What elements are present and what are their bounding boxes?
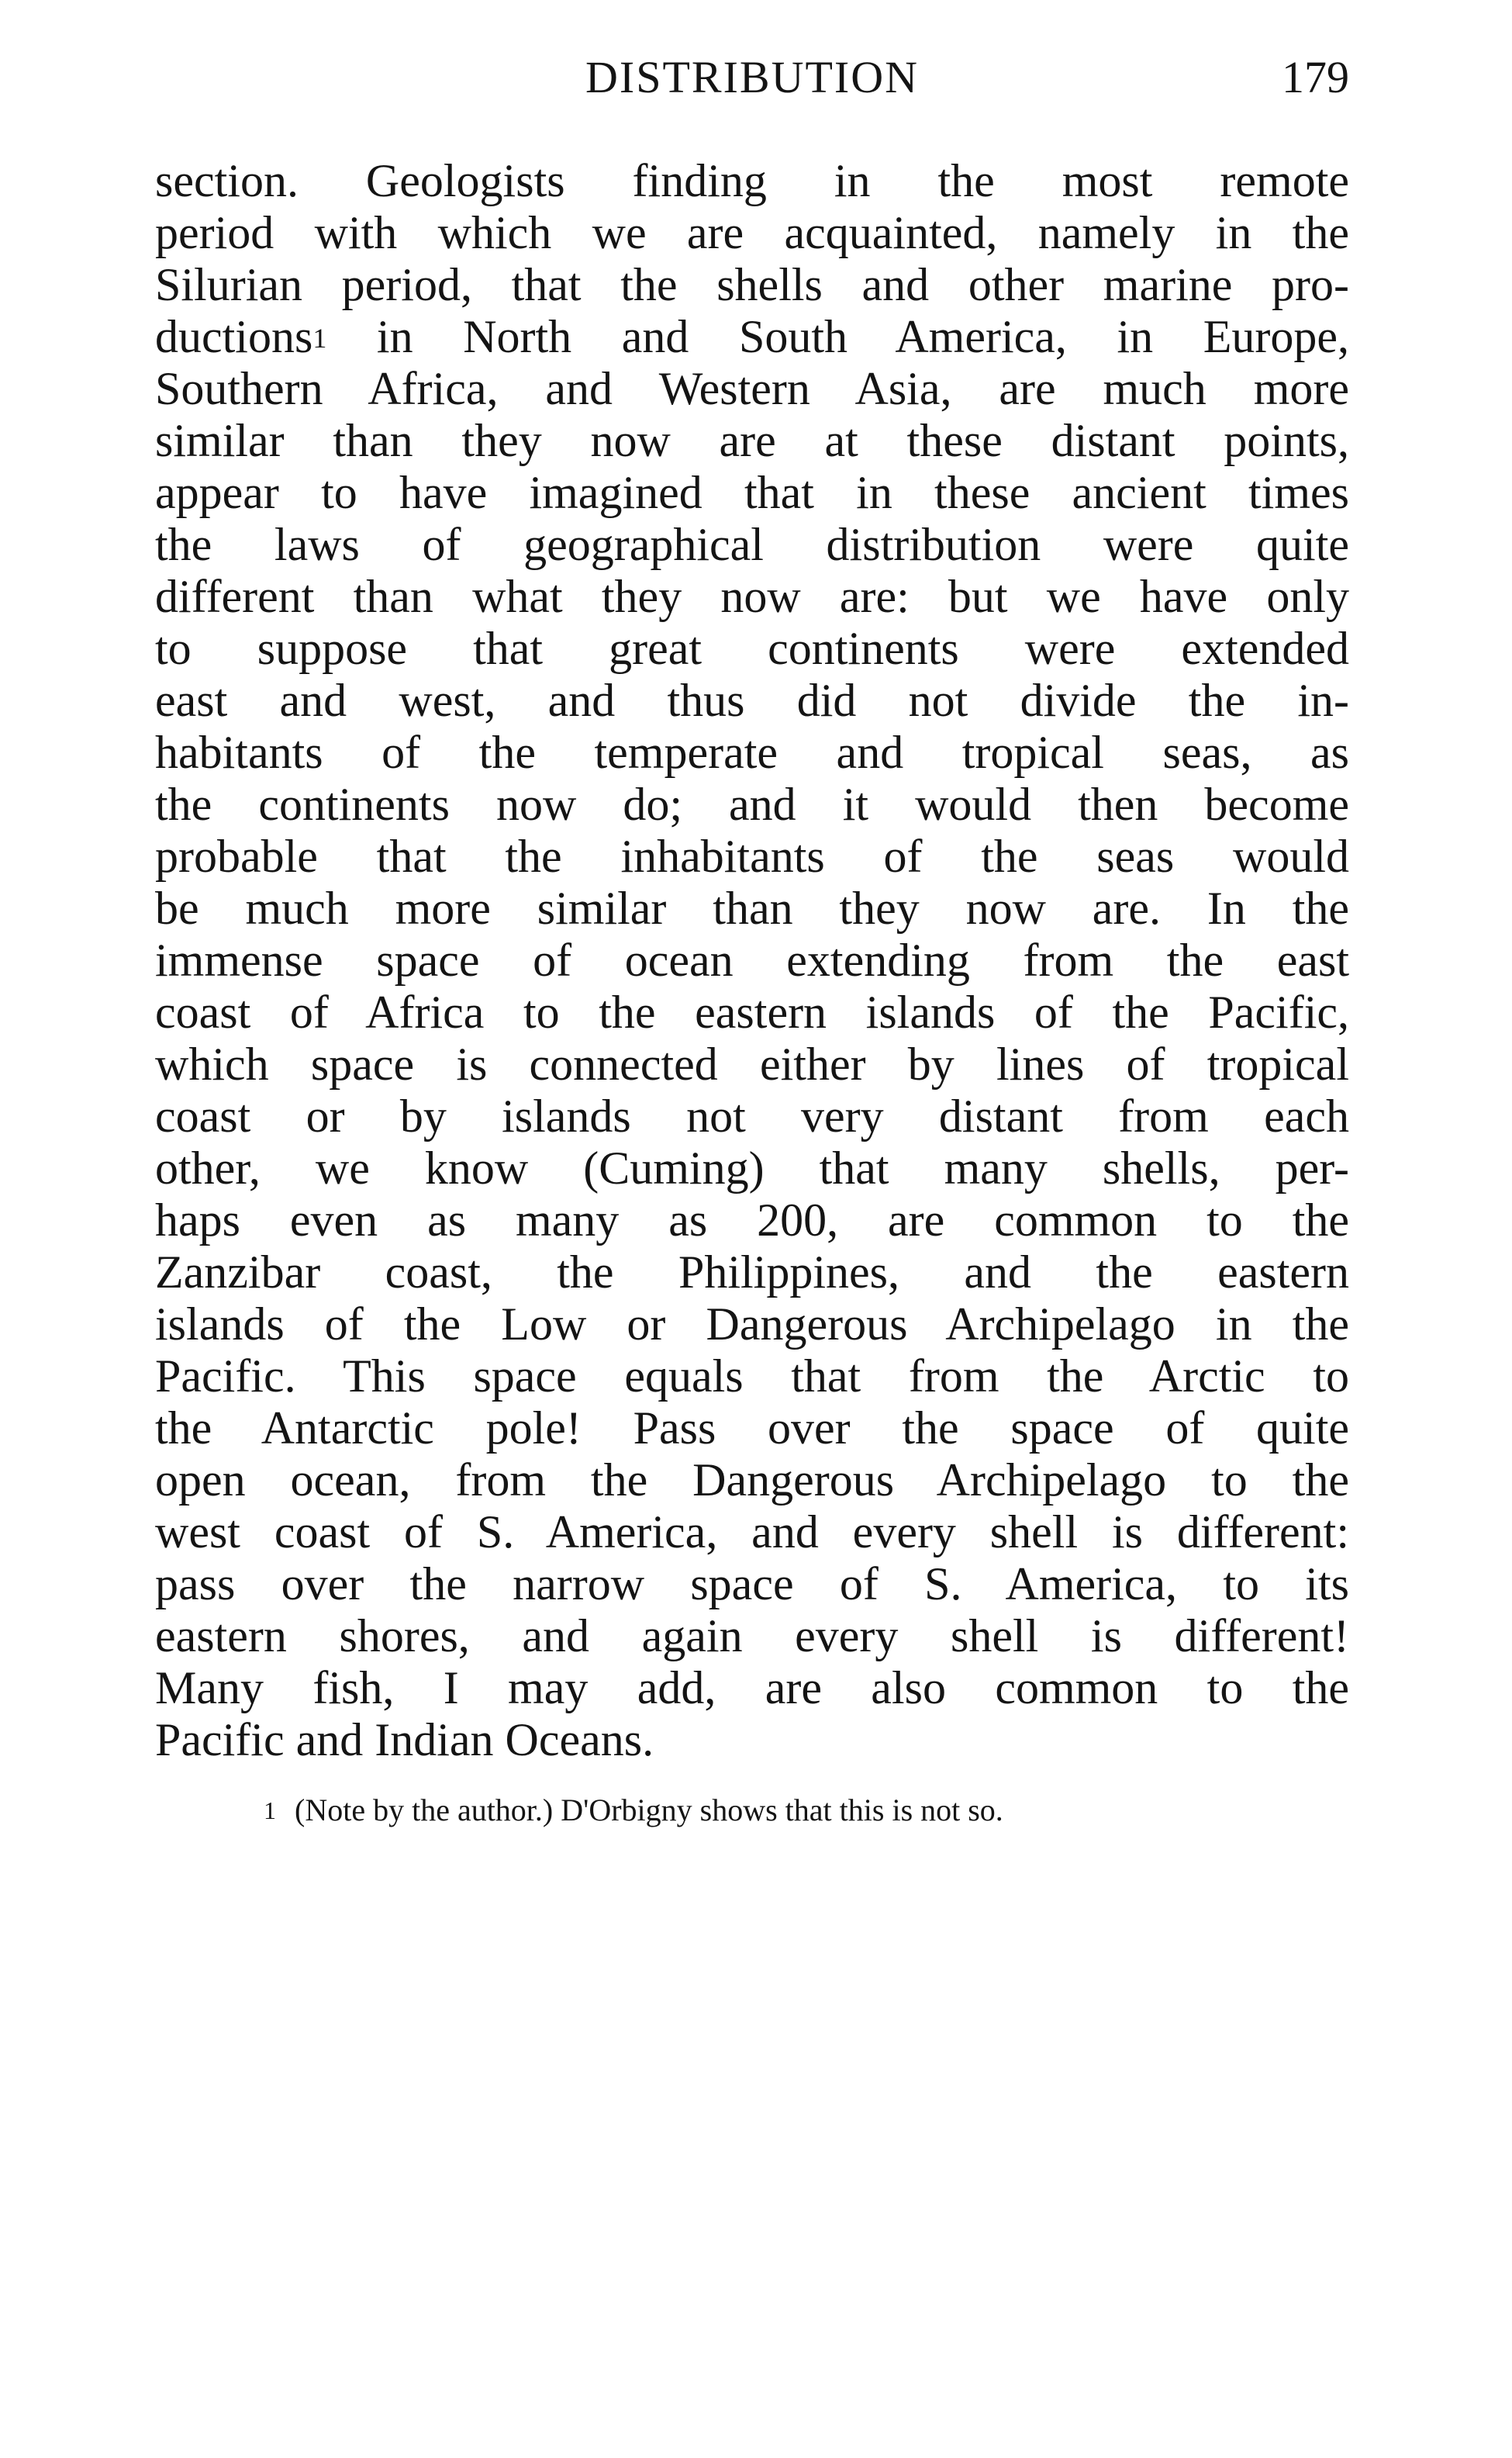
body-paragraph (155, 155, 1349, 1766)
text-line-with-footnote (155, 311, 1349, 363)
text-line: coast or by islands not very distant from each (155, 1091, 1349, 1142)
running-title: DISTRIBUTION (585, 52, 919, 102)
text-line: the continents now do; and it would then become (155, 779, 1349, 830)
text-line: probable that the inhabitants of the seas would (155, 831, 1349, 882)
text-line: appear to have imagined that in these ancient times (155, 467, 1349, 518)
text-line: the Antarctic pole! Pass over the space of quite (155, 1402, 1349, 1454)
text-fragment: in North and South America, in Europe, (326, 311, 1349, 362)
text-line: east and west, and thus did not divide the in- (155, 675, 1349, 726)
text-line: open ocean, from the Dangerous Archipelago to the (155, 1454, 1349, 1506)
footnote-mark: 1 (264, 1796, 276, 1824)
footnote-reference: 1 (312, 323, 327, 354)
running-head (155, 47, 1349, 109)
text-line: haps even as many as 200, are common to the (155, 1194, 1349, 1246)
text-line: pass over the narrow space of S. America, to its (155, 1558, 1349, 1609)
text-line: Zanzibar coast, the Philippines, and the eastern (155, 1246, 1349, 1298)
text-line: immense space of ocean extending from the east (155, 935, 1349, 986)
text-line-last: Pacific and Indian Oceans. (155, 1714, 654, 1765)
text-line: Silurian period, that the shells and other marine pro- (155, 259, 1349, 310)
footnote-text: (Note by the author.) D'Orbigny shows that this is not so. (295, 1793, 1003, 1827)
text-line: similar than they now are at these distant points, (155, 415, 1349, 466)
text-line: Many fish, I may add, are also common to the (155, 1662, 1349, 1713)
text-line: habitants of the temperate and tropical seas, as (155, 727, 1349, 778)
text-line: to suppose that great continents were extended (155, 623, 1349, 674)
text-line: west coast of S. America, and every shell is different: (155, 1506, 1349, 1557)
text-line: eastern shores, and again every shell is different! (155, 1610, 1349, 1661)
text-line: islands of the Low or Dangerous Archipelago in the (155, 1298, 1349, 1350)
page-number: 179 (1282, 52, 1349, 102)
text-line: section. Geologists finding in the most remote (155, 155, 1349, 206)
text-line: Southern Africa, and Western Asia, are much more (155, 363, 1349, 414)
text-line: Pacific. This space equals that from the Arctic to (155, 1350, 1349, 1402)
text-fragment: ductions (155, 311, 313, 362)
footnote (264, 1790, 1003, 1831)
text-line: coast of Africa to the eastern islands of the Pacific, (155, 987, 1349, 1038)
text-line: be much more similar than they now are. In the (155, 883, 1349, 934)
text-line: which space is connected either by lines of tropical (155, 1039, 1349, 1090)
text-line: other, we know (Cuming) that many shells, per- (155, 1143, 1349, 1194)
text-line: period with which we are acquainted, namely in the (155, 207, 1349, 258)
text-line: the laws of geographical distribution were quite (155, 519, 1349, 570)
text-line: different than what they now are: but we have only (155, 571, 1349, 622)
